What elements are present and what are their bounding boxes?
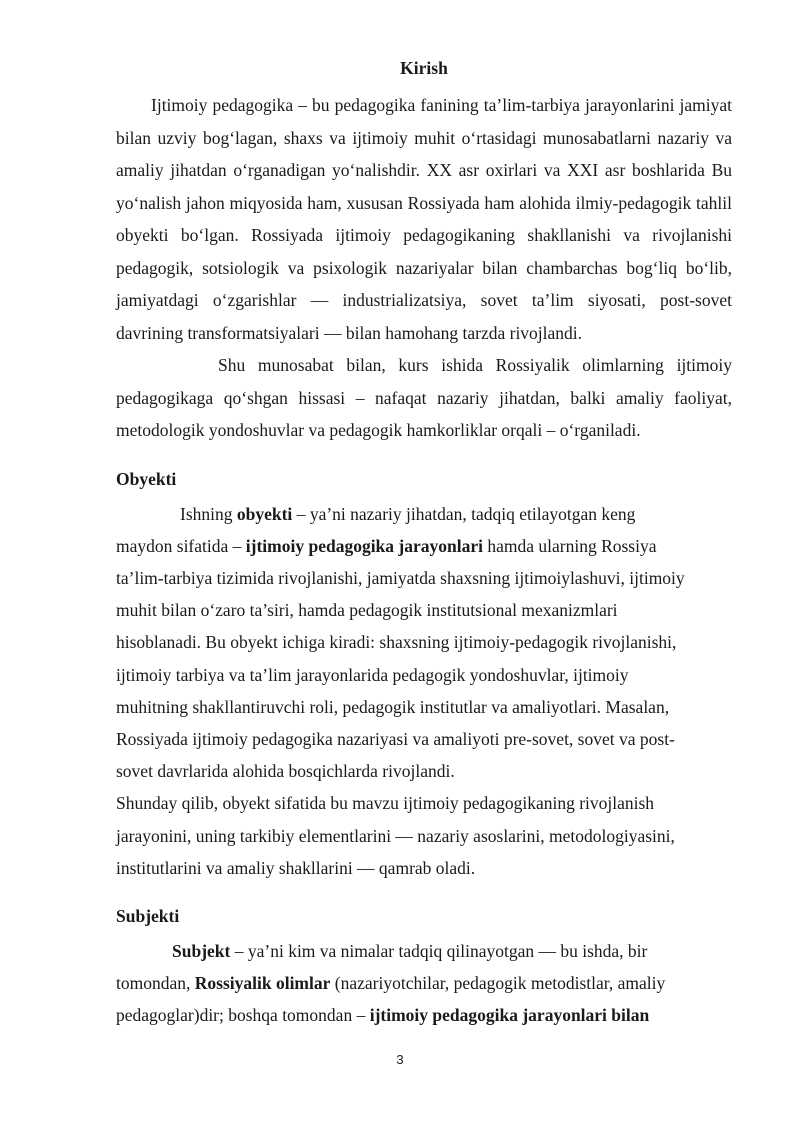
section-title: Kirish: [400, 58, 448, 78]
obyekt-line-7: muhitning shakllantiruvchi roli, pedagogik institutlar va amaliyotlari. Masalan,: [116, 696, 670, 717]
obyekt-line-6: ijtimoiy tarbiya va ta’lim jarayonlarida pedagogik yondoshuvlar, ijtimoiy: [116, 664, 629, 685]
obyekt-line-1: Ishning obyekti – ya’ni nazariy jihatdan, tadqiq etilayotgan keng: [180, 503, 636, 524]
subyekt-section: [116, 935, 732, 1032]
obyekt-line-12: institutlarini va amaliy shakllarini — qamrab oladi.: [116, 857, 476, 878]
obyekt-line-4: muhit bilan o‘zaro ta’siri, hamda pedagogik institutsional mexanizmlari: [116, 600, 618, 621]
obyekt-line-8: Rossiyada ijtimoiy pedagogika nazariyasi va amaliyoti pre-sovet, sovet va post-: [116, 728, 675, 749]
document-page: [116, 50, 732, 1032]
intro-paragraph-1: Ijtimoiy pedagogika – bu pedagogika fanining ta’lim-tarbiya jarayonlarini jamiyat bilan uzviy bog‘lagan, shaxs va ijtimoiy muhit o‘rtasidagi munosabatlarni nazariy va amaliy jihatdan o‘rganadigan yo‘nalishdir. XX asr oxirlari va XXI asr boshlarida Bu yo‘nalish jahon miqyosida ham, xususan Rossiyada ham alohida ilmiy-pedagogik tahlil obyekti bo‘lgan. Rossiyada ijtimoiy pedagogikaning shakllanishi va rivojlanishi pedagogik, sotsiologik va psixologik nazariyalar bilan chambarchas bog‘liq bo‘lib, jamiyatdagi o‘zgarishlar — industrializatsiya, sovet ta’lim siyosati, post-sovet davrining transformatsiyalari — bilan hamohang tarzda rivojlandi.: [116, 95, 732, 343]
intro-paragraph-2: Shu munosabat bilan, kurs ishida Rossiyalik olimlarning ijtimoiy pedagogikaga qo‘shgan hissasi – nafaqat nazariy jihatdan, balki amaliy faoliyat, metodologik yondoshuvlar va pedagogik hamkorliklar orqali – o‘rganiladi.: [116, 355, 732, 440]
subyekt-heading: Subjekti: [116, 905, 180, 926]
obyekt-line-3: ta’lim-tarbiya tizimida rivojlanishi, jamiyatda shaxsning ijtimoiylashuvi, ijtimoiy: [116, 567, 685, 588]
obyekt-line-5: hisoblanadi. Bu obyekt ichiga kiradi: shaxsning ijtimoiy-pedagogik rivojlanishi,: [116, 632, 677, 653]
obyekt-heading: Obyekti: [116, 468, 177, 489]
subyekt-line-1: Subjekt – ya’ni kim va nimalar tadqiq qilinayotgan — bu ishda, bir: [172, 940, 648, 961]
obyekt-line-11: jarayonini, uning tarkibiy elementlarini — nazariy asoslarini, metodologiyasini,: [116, 825, 675, 846]
obyekt-line-9: sovet davrlarida alohida bosqichlarda rivojlandi.: [116, 761, 455, 782]
page-number: 3: [396, 1052, 404, 1067]
obyekt-line-10: Shunday qilib, obyekt sifatida bu mavzu ijtimoiy pedagogikaning rivojlanish: [116, 793, 655, 814]
obyekt-line-2: maydon sifatida – ijtimoiy pedagogika jarayonlari hamda ularning Rossiya: [116, 535, 657, 556]
obyekt-section: [116, 498, 732, 884]
subyekt-line-3: pedagoglar)dir; boshqa tomondan – ijtimoiy pedagogika jarayonlari bilan: [116, 1005, 650, 1026]
subyekt-line-2: tomondan, Rossiyalik olimlar (nazariyotchilar, pedagogik metodistlar, amaliy: [116, 973, 666, 994]
